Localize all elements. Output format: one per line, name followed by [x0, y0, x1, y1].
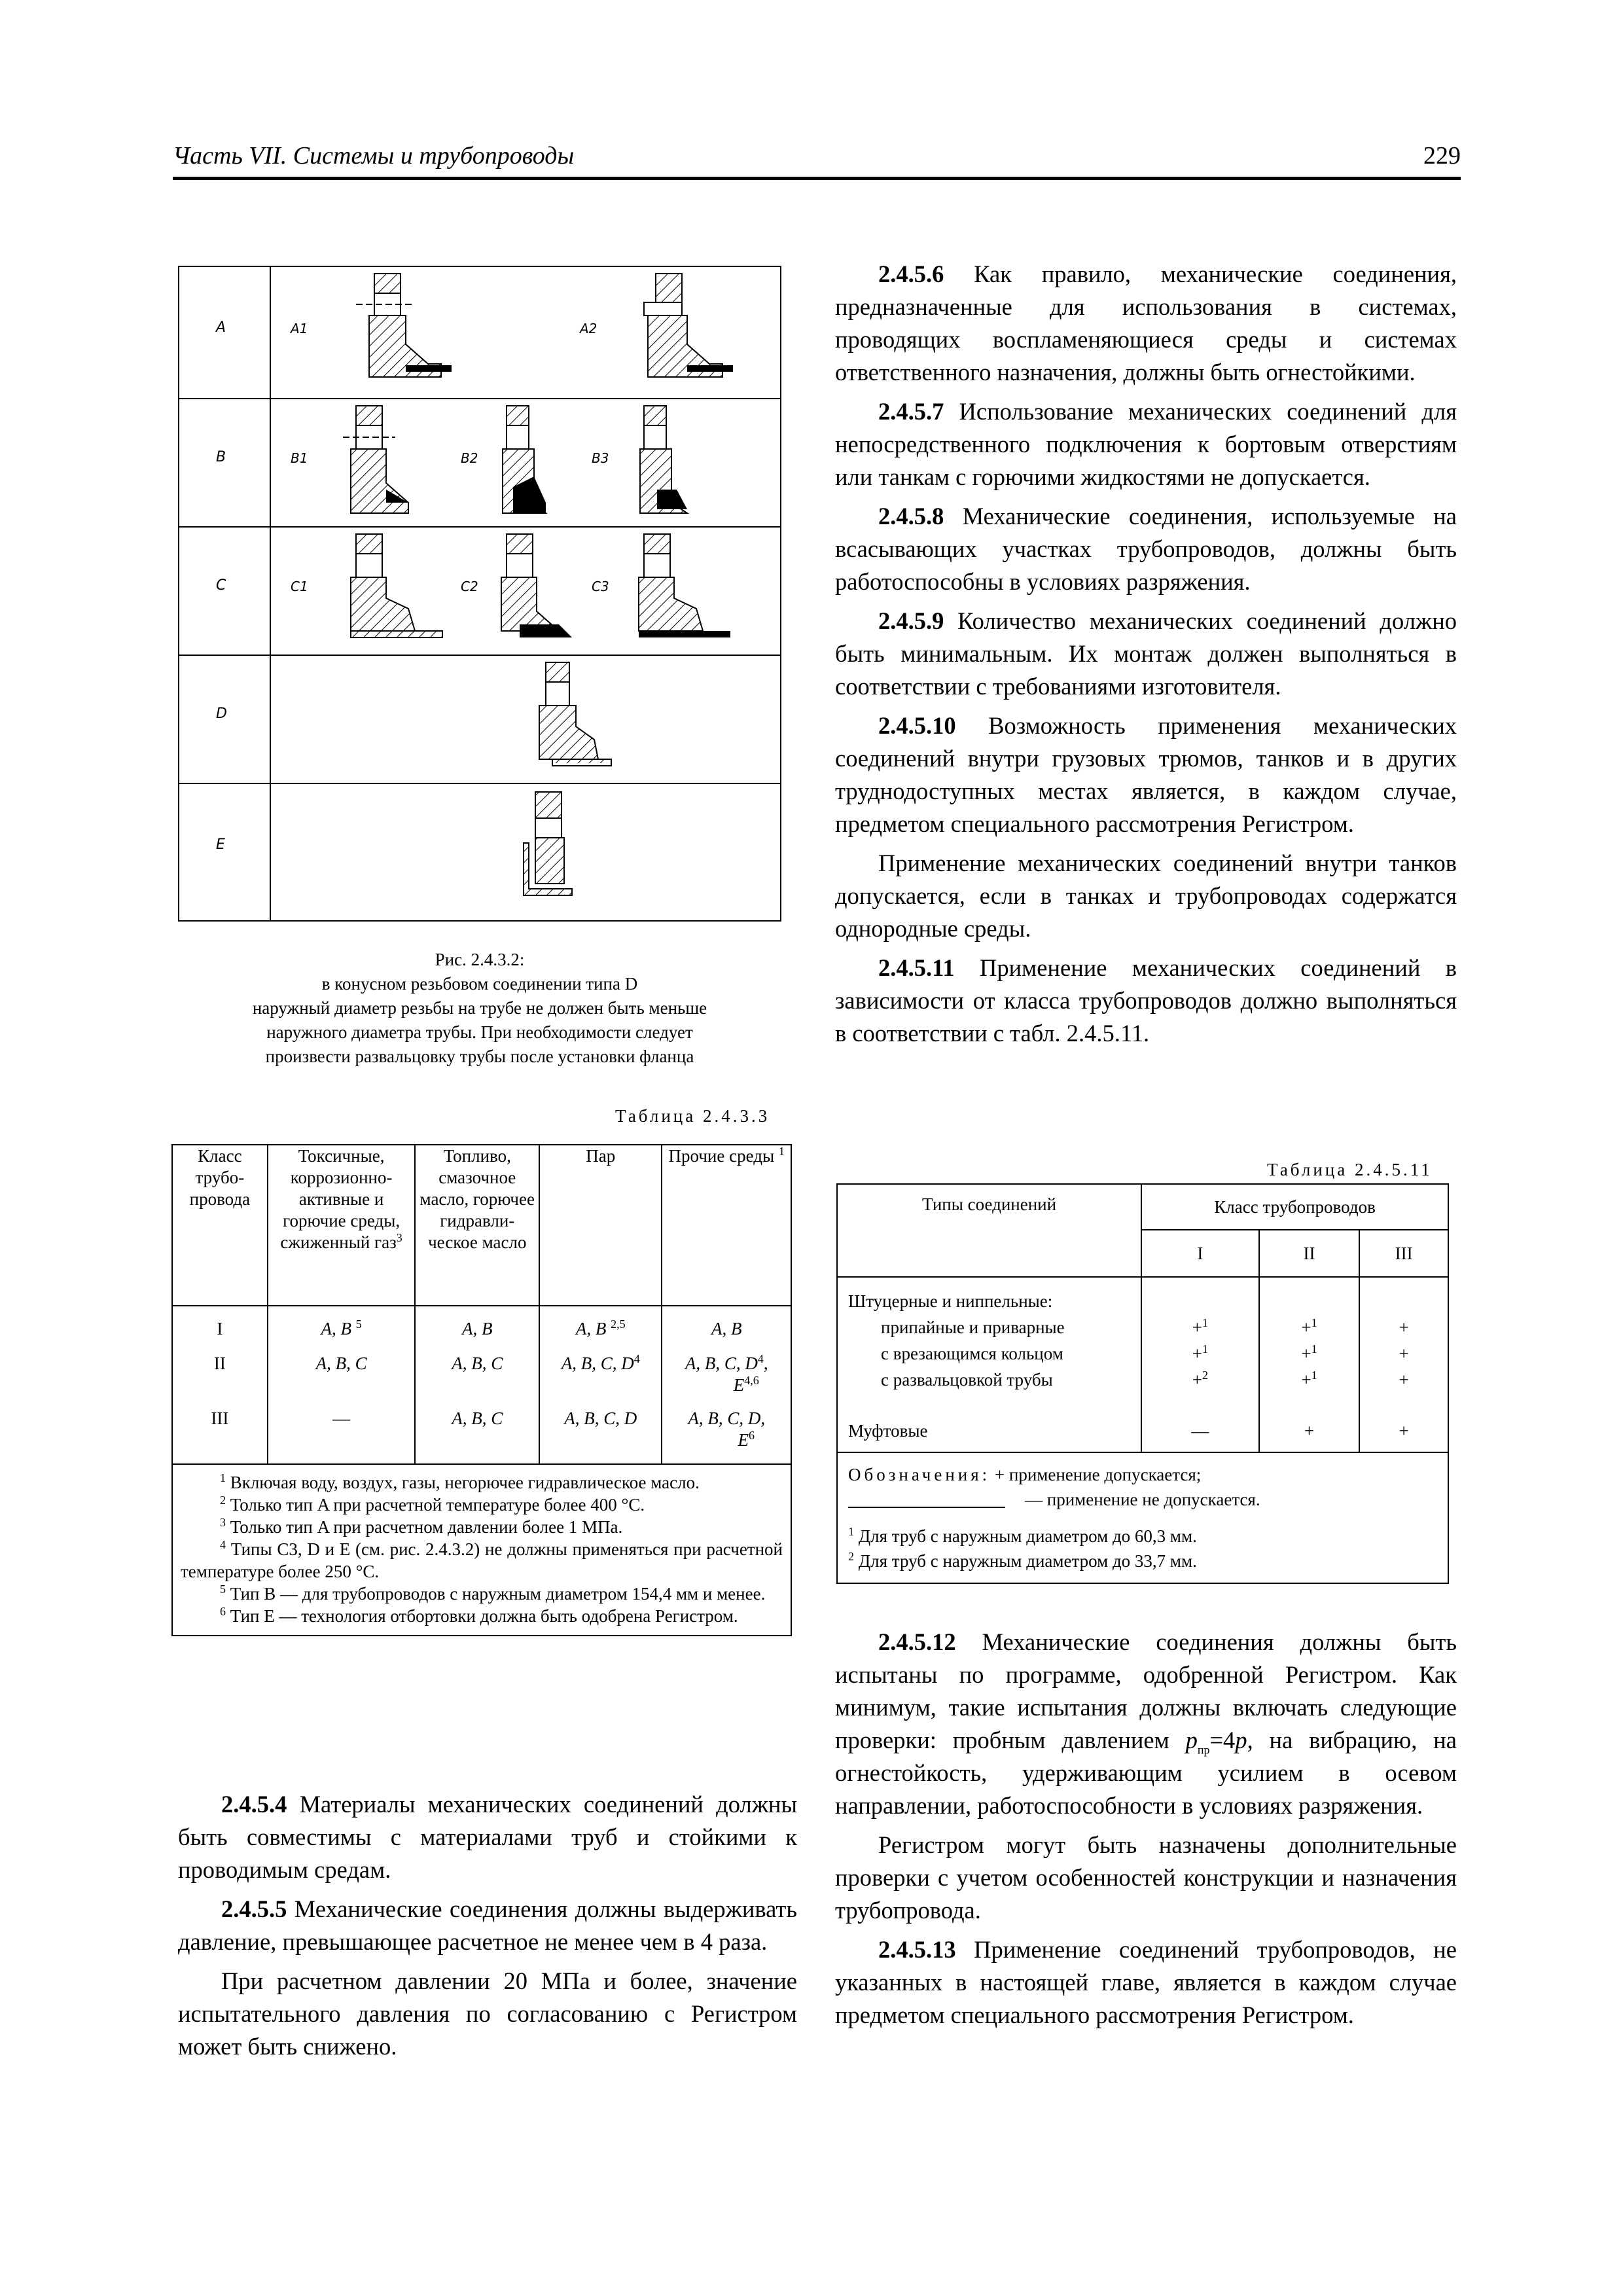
header-other: Прочие среды $^1$ [662, 1145, 791, 1306]
header-class: Класс трубопроводов [1141, 1184, 1448, 1230]
paragraph: Применение механических соединений внутри танков допускается, если в танках и трубопроводах содержатся однородные среды. [835, 850, 1457, 942]
header-toxic: Токсичные, коррозионно-активные и горючие среды, сжиженный газ$^3$ [268, 1145, 416, 1306]
figure-caption-line: наружный диаметр резьбы на трубе не должен быть меньше [252, 998, 707, 1018]
joint-drawing-b2 [474, 404, 572, 522]
sub-label: C2 [461, 579, 478, 594]
sub-label: A1 [291, 321, 308, 336]
left-column-text [178, 1788, 797, 2070]
paragraph: 2.4.5.7 Использование механических соединений для непосредственного подключения к бортовым отверстиям или танкам с горючими жидкостями не допускается. [835, 398, 1457, 490]
header-class: Класс трубо-провода [172, 1145, 268, 1306]
table-legend-row: Обозначения: + применение допускается; — применение не допускается. $^1$ Для труб с наружным диаметром до 60,3 мм. $^2$ Для труб с наружным диаметром до 33,7 мм. [837, 1452, 1448, 1583]
paragraph: 2.4.5.8 Механические соединения, используемые на всасывающих участках трубопроводов, должны быть работоспособны в условиях разряжения. [835, 503, 1457, 595]
sub-label: A2 [580, 321, 597, 336]
table-2-4-5-11 [836, 1183, 1449, 1584]
table2-caption: Таблица 2.4.5.11 [1267, 1160, 1433, 1179]
right-column-text-bottom [835, 1626, 1457, 2038]
table-header-row [837, 1184, 1448, 1230]
paragraph: 2.4.5.9 Количество механических соединений должно быть минимальным. Их монтаж должен выполняться в соответствии с требованиями изготовителя. [835, 607, 1457, 700]
row-label: D [216, 706, 227, 722]
figure-caption [178, 948, 781, 1069]
header-fuel: Топливо, смазочное масло, горючее гидравли-ческое масло [415, 1145, 539, 1306]
row-label: B [216, 449, 226, 465]
header-rule [173, 177, 1461, 180]
figure-caption-line: в конусном резьбовом соединении типа D [321, 974, 638, 994]
joint-drawing-b3 [611, 404, 709, 522]
joint-drawing-d [513, 661, 637, 779]
joint-drawing-a1 [343, 272, 461, 390]
header-types: Типы соединений [837, 1184, 1141, 1277]
table-notes-row [172, 1464, 791, 1636]
table1-caption: Таблица 2.4.3.3 [615, 1106, 770, 1126]
table-header-row: I II III [837, 1230, 1448, 1277]
figure-joint-types [178, 266, 781, 922]
running-header-title: Часть VII. Системы и трубопроводы [173, 142, 575, 170]
table-2-4-3-3 [171, 1144, 792, 1636]
page-number: 229 [1423, 142, 1461, 170]
table-row: III — A, B, C A, B, C, D A, B, C, D, $E^6$ [172, 1408, 791, 1464]
joint-drawing-b1 [323, 404, 428, 522]
paragraph: 2.4.5.10 Возможность применения механических соединений внутри грузовых трюмов, танков и в других труднодоступных местах является, в каждом случае, предметом специального рассмотрения Регистром. [835, 712, 1457, 837]
joint-drawing-c2 [474, 533, 585, 651]
sub-label: C3 [592, 579, 609, 594]
joint-drawing-a2 [624, 272, 742, 390]
paragraph: При расчетном давлении 20 МПа и более, значение испытательного давления по согласованию с Регистром может быть снижено. [178, 1967, 797, 2060]
figure-caption-line: наружного диаметра трубы. При необходимости следует [266, 1022, 693, 1042]
row-label: A [216, 319, 226, 336]
table-row: I A, B $^5$ A, B A, B $^{2,5}$ A, B [172, 1306, 791, 1353]
paragraph: 2.4.5.6 Как правило, механические соединения, предназначенные для использования в системах, проводящих воспламеняющиеся среды и системах ответственного назначения, должны быть огнестойкими. [835, 260, 1457, 386]
joint-drawing-c1 [323, 533, 448, 651]
table-row: II A, B, C A, B, C A, B, C, $D^4$ A, B, C, $D^4$, E$^{4,6}$ [172, 1353, 791, 1408]
table-header-row [172, 1145, 791, 1306]
paragraph: 2.4.5.13 Применение соединений трубопроводов, не указанных в настоящей главе, является в каждом случае предметом специального рассмотрения Регистром. [835, 1936, 1457, 2028]
paragraph: 2.4.5.12 Механические соединения должны быть испытаны по программе, одобренной Регистром. Как минимум, такие испытания должны включать следующие проверки: пробным давлением $p_{пр}=4p$, на вибрацию, на огнестойкость, удерживающим усилием в осевом направлении, работоспособности в условиях разряжения. [835, 1628, 1457, 1819]
figure-divider [270, 267, 271, 920]
sub-label: B1 [291, 450, 308, 466]
sub-label: B3 [592, 450, 609, 466]
paragraph: 2.4.5.4 Материалы механических соединений должны быть совместимы с материалами труб и стойкими к проводимым средам. [178, 1791, 797, 1883]
right-column-text-top [835, 258, 1457, 1056]
row-label: E [216, 836, 225, 853]
paragraph: Регистром могут быть назначены дополнительные проверки с учетом особенностей конструкции и назначения трубопровода. [835, 1831, 1457, 1924]
paragraph: 2.4.5.5 Механические соединения должны выдерживать давление, превышающее расчетное не менее чем в 4 раза. [178, 1895, 797, 1955]
sub-label: B2 [461, 450, 478, 466]
paragraph: 2.4.5.11 Применение механических соединений в зависимости от класса трубопроводов должно выполняться в соответствии с табл. 2.4.5.11. [835, 954, 1457, 1047]
header-steam: Пар [539, 1145, 662, 1306]
joint-drawing-e [507, 791, 611, 915]
figure-caption-line: произвести развальцовку трубы после установки фланца [265, 1047, 694, 1066]
figure-caption-title: Рис. 2.4.3.2: [435, 950, 525, 969]
row-label: C [216, 577, 226, 594]
table-body-row: Штуцерные и ниппельные: припайные и приварные с врезающимся кольцом с развальцовкой трубы Муфтовые +$^1$ +$^1$ +$^2$ — +$^1$ +$^1$ +$^1$ + + + + + [837, 1277, 1448, 1452]
joint-drawing-c3 [611, 533, 736, 651]
sub-label: C1 [291, 579, 308, 594]
table-notes: $^1$ Включая воду, воздух, газы, негорючее гидравлическое масло. $^2$ Только тип A при расчетной температуре более 400 °C. $^3$ Только тип A при расчетном давлении более 1 МПа. $^4$ Типы C3, D и E (см. рис. 2.4.3.2) не должны применяться при расчетной температуре более 250 °C. $^5$ Тип B — для трубопроводов с наружным диаметром 154,4 мм и менее. $^6$ Тип E — технология отбортовки должна быть одобрена Регистром. [172, 1464, 791, 1636]
